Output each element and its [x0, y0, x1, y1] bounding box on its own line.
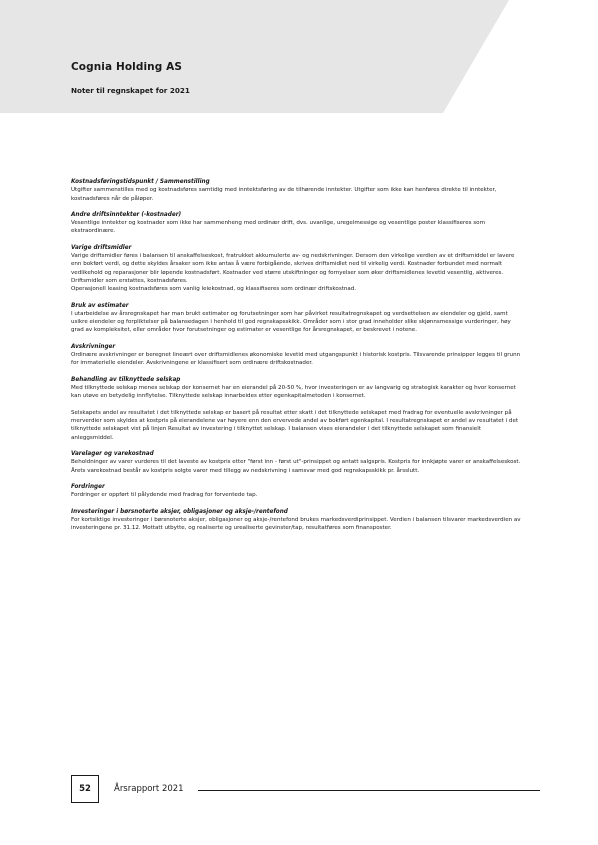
section-paragraph: Varige driftsmidler føres i balansen til anskaffelseskost, fratrukket akkumulerte av- og nedskrivninger. Dersom den virkelige verdien av et driftsmiddel er lavere enn bokført verdi, og dette skyldes årsaker som ikke antas å være forbigående, skrives driftsmidlet ned til virkelig verdi. Kostnader forbundet med normalt vedlikehold og reparasjoner blir løpende kostnadsført. Kostnader ved større utskiftninger og fornyelser som øker driftsmidlenes levetid vesentlig, aktiveres. Driftsmidler som erstattes, kostnadsføres. — [71, 253, 515, 284]
section-heading: Behandling av tilknyttede selskap — [71, 376, 181, 383]
company-name: Cognia Holding AS — [71, 61, 183, 73]
section-paragraph: Fordringer er oppført til pålydende med fradrag for forventede tap. — [71, 492, 258, 499]
document-subtitle: Noter til regnskapet for 2021 — [71, 86, 190, 95]
section-heading: Kostnadsføringstidspunkt / Sammenstilling — [71, 179, 210, 185]
section-paragraph: For kortsiktige investeringer i børsnoterte aksjer, obligasjoner og aksje-/rentefond brukes markedsverdiprinsippet. Verdien i balansen tilsvarer markedsverdien av investeringene pr. 31.12. Mottatt utbytte, og realiserte og urealiserte gevinster/tap, resultatføres som finansposter. — [71, 516, 521, 532]
section-paragraph: Vesentlige inntekter og kostnader som ikke har sammenheng med ordinær drift, dvs. uvanlige, uregelmessige og vesentlige poster klassifiseres som ekstraordinære. — [71, 220, 485, 235]
section-heading: Andre driftsinntekter (-kostnader) — [71, 211, 182, 218]
section-heading: Investeringer i børsnoterte aksjer, obligasjoner og aksje-/rentefond — [71, 508, 288, 515]
section-avskrivninger — [71, 343, 523, 368]
section-heading: Avskrivninger — [71, 343, 116, 350]
section-heading: Fordringer — [71, 483, 105, 490]
page-number: 52 — [79, 784, 91, 794]
section-heading: Bruk av estimater — [71, 302, 129, 309]
section-paragraph: I utarbeidelse av årsregnskapet har man brukt estimater og forutsetninger som har påvirket resultatregnskapet og verdsettelsen av eiendeler og gjeld, samt usikre eiendeler og forpliktelser på balansedagen i henhold til god regnskapsskikk. Områder som i stor grad inneholder slike skjønnsmessige vurderinger, høy grad av kompleksitet, eller områder hvor forutsetninger og estimater er vesentlige for årsregnskapet, er beskrevet i notene. — [71, 310, 511, 334]
footer-divider — [198, 790, 540, 791]
section-paragraph: Med tilknyttede selskap menes selskap der konsernet har en eierandel på 20-50 %, hvor investeringen er av langvarig og strategisk karakter og hvor konsernet kan utøve en betydelig innflytelse. Tilknyttede selskap innarbeides etter egenkapitalmetoden i konsernet. — [71, 384, 516, 400]
section-paragraph: Beholdninger av varer vurderes til det laveste av kostpris etter "først inn - først ut"-prinsippet og antatt salgspris. Kostpris for innkjøpte varer er anskaffelseskost. Årets varekostnad består av kostpris solgte varer med tillegg av nedskrivning i samsvar med god regnskapsskikk pr. årsslutt. — [71, 459, 521, 474]
section-paragraph: Ordinære avskrivninger er beregnet lineært over driftsmidlenes økonomiske levetid med utgangspunkt i historisk kostpris. Tilsvarende prinsipper legges til grunn for immaterielle eiendeler. Avskrivningene er klassifisert som ordinære driftskostnader. — [71, 352, 521, 367]
footer-report-label: Årsrapport 2021 — [114, 784, 184, 794]
notes-content — [71, 178, 523, 540]
header-band — [0, 0, 598, 113]
section-heading: Varelager og varekostnad — [71, 451, 154, 458]
section-kostnadsforingstidspunkt — [71, 178, 523, 203]
section-paragraph: Operasjonell leasing kostnadsføres som vanlig leiekostnad, og klassifiseres som ordinær driftskostnad. — [71, 286, 357, 293]
header-band-shape — [0, 0, 598, 113]
section-paragraph: Utgifter sammenstilles med og kostnadsføres samtidig med inntektsføring av de tilhørende inntekter. Utgifter som ikke kan henføres direkte til inntekter, kostnadsføres når de påløper. — [71, 187, 497, 202]
section-varelager — [71, 450, 523, 475]
section-investeringer — [71, 508, 523, 533]
section-andre-driftsinntekter — [71, 211, 523, 236]
section-heading: Varige driftsmidler — [71, 244, 132, 251]
section-fordringer — [71, 483, 523, 500]
section-tilknyttede-selskap — [71, 376, 523, 442]
section-bruk-av-estimater — [71, 302, 523, 335]
section-paragraph: Selskapets andel av resultatet i det tilknyttede selskap er basert på resultat etter skatt i det tilknyttede selskapet med fradrag for eventuelle avskrivninger på merverdier som skyldes at kostpris på eierandelene var høyere enn den ervervede andel av bokført egenkapital. I resultatregnskapet er andel av resultatet i det tilknyttede selskapet vist på linjen Resultat av investering i tilknyttet selskap. I balansen vises eierandeler i det tilknyttede selskapet som finansielt anleggsmiddel. — [71, 409, 519, 441]
page-number-box — [71, 775, 99, 803]
section-varige-driftsmidler — [71, 244, 523, 294]
